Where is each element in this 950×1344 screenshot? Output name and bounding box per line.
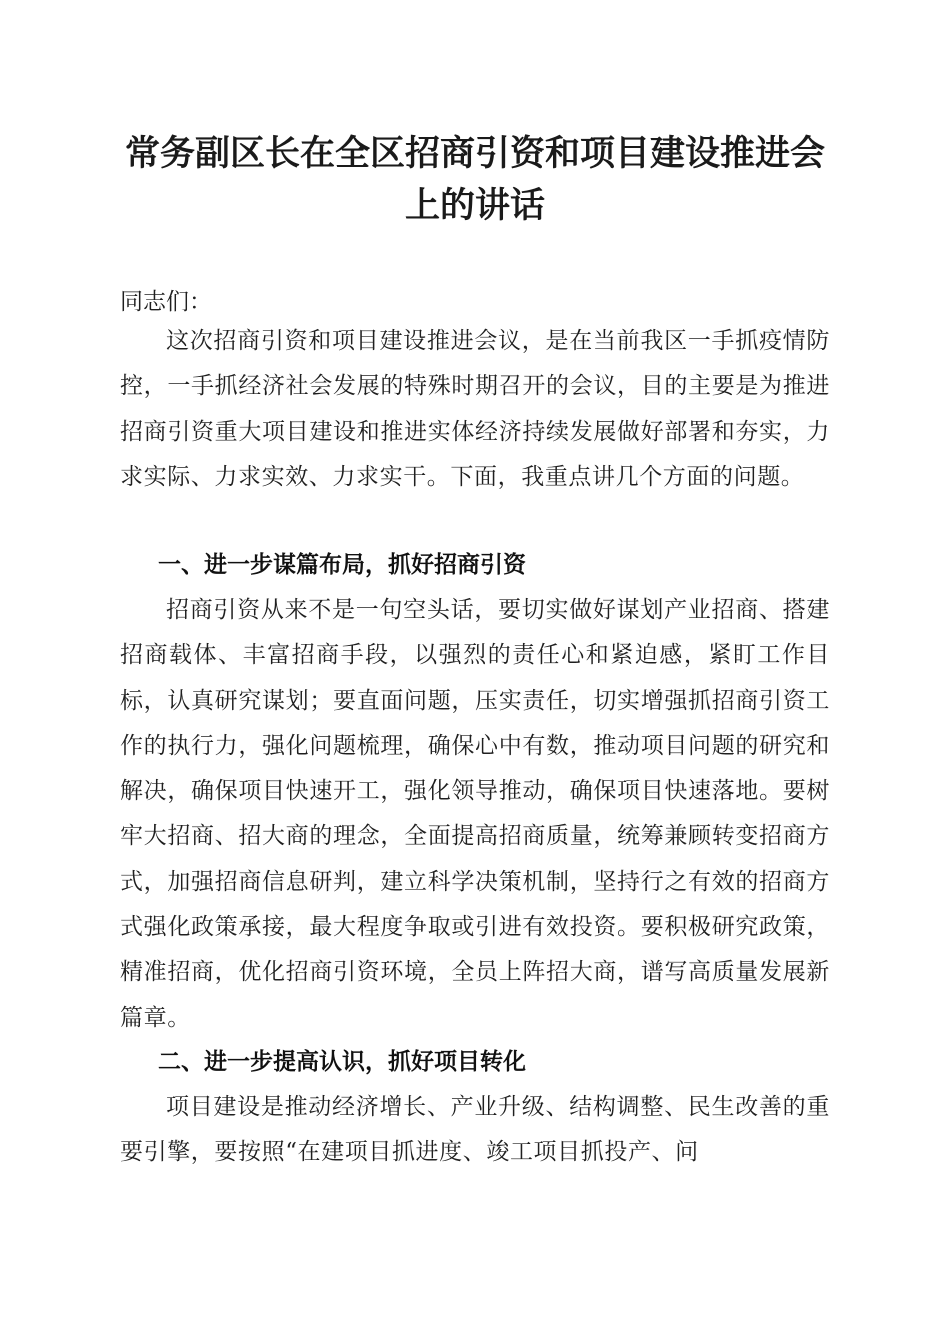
salutation: 同志们： (120, 289, 212, 315)
document-title: 常务副区长在全区招商引资和项目建设推进会上的讲话 (124, 133, 825, 226)
paragraph-section-2: 项目建设是推动经济增长、产业升级、结构调整、民生改善的重要引擎，要按照“在建项目抓进度、竣工项目抓投产、问 (120, 1094, 830, 1166)
paragraph-section-1: 招商引资从来不是一句空头话，要切实做好谋划产业招商、搭建招商载体、丰富招商手段，以强烈的责任心和紧迫感，紧盯工作目标，认真研究谋划；要直面问题，压实责任，切实增强抓招商引资工作的执行力，强化问题梳理，确保心中有数，推动项目问题的研究和解决，确保项目快速开工，强化领导推动，确保项目快速落地。要树牢大招商、招大商的理念，全面提高招商质量，统筹兼顾转变招商方式，加强招商信息研判，建立科学决策机制，坚持行之有效的招商方式强化政策承接，最大程度争取或引进有效投资。要积极研究政策，精准招商，优化招商引资环境，全员上阵招大商，谱写高质量发展新篇章。 (120, 597, 830, 1031)
section-heading-1: 一、进一步谋篇布局，抓好招商引资 (158, 552, 526, 578)
section-heading-2: 二、进一步提高认识，抓好项目转化 (158, 1049, 526, 1075)
paragraph-intro: 这次招商引资和项目建设推进会议，是在当前我区一手抓疫情防控，一手抓经济社会发展的特殊时期召开的会议，目的主要是为推进招商引资重大项目建设和推进实体经济持续发展做好部署和夯实，力求实际、力求实效、力求实干。下面，我重点讲几个方面的问题。 (120, 328, 830, 490)
